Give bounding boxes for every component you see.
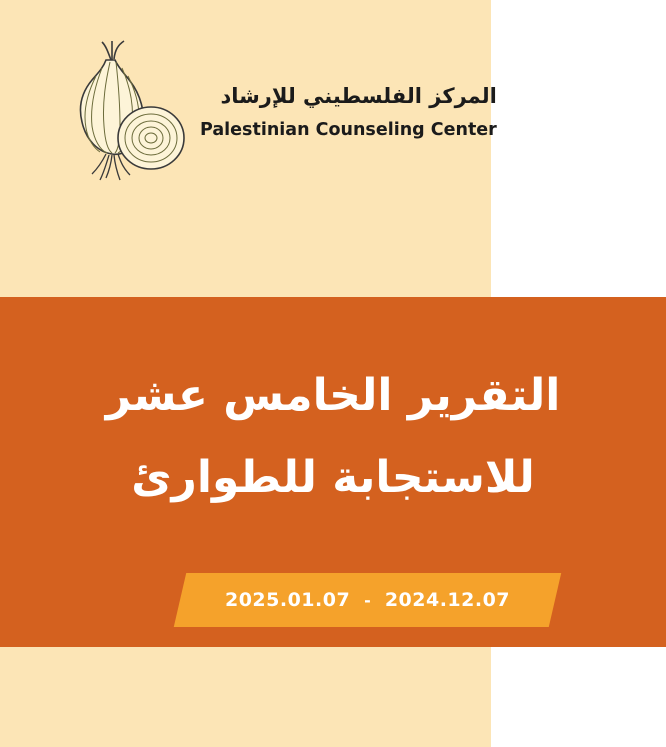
logo-english-name: Palestinian Counseling Center [200,119,497,140]
organization-logo [62,40,497,185]
date-range [180,573,555,627]
date-range-end: 2025.01.07 [224,589,351,611]
cover-title [0,297,666,577]
date-range-start: 2024.12.07 [384,589,511,611]
cover-title-line-2: للاستجابة للطوارئ [131,452,535,503]
bottom-cream-strip [0,647,491,747]
date-range-separator: - [364,590,371,610]
logo-arabic-name: المركز الفلسطيني للإرشاد [220,84,497,109]
logo-wordmark [200,83,503,141]
onion-illustration-logo-icon [62,40,190,185]
cover-title-line-1: التقرير الخامس عشر [105,369,561,421]
